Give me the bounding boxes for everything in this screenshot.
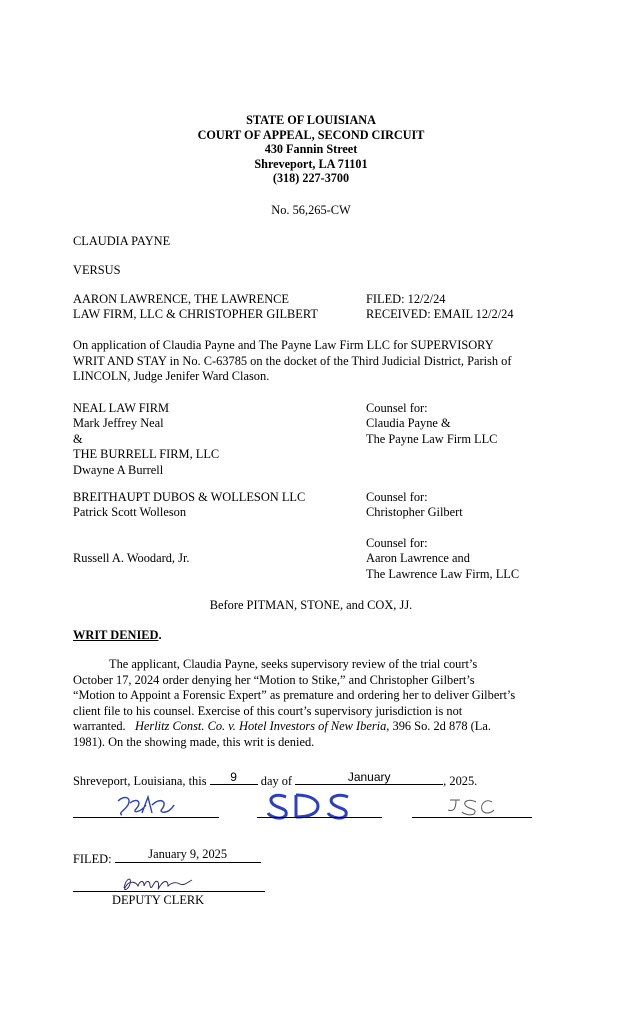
counsel-line: Patrick Scott Wolleson xyxy=(73,505,187,520)
counsel-block-1-right xyxy=(366,401,497,447)
body-line-citation xyxy=(73,719,551,735)
counsel-line: NEAL LAW FIRM xyxy=(73,401,170,415)
counsel-block-3-right xyxy=(366,536,519,582)
counsel-line: & xyxy=(73,431,83,446)
application-paragraph xyxy=(73,338,551,385)
body-line: 1981). On the showing made, this writ is denied. xyxy=(73,734,315,749)
header-court: COURT OF APPEAL, SECOND CIRCUIT xyxy=(197,127,425,142)
application-line: On application of Claudia Payne and The Payne Law Firm LLC for SUPERVISORY xyxy=(73,338,494,352)
signed-prefix: Shreveport, Louisiana, this xyxy=(73,774,207,788)
signed-suffix: , 2025. xyxy=(443,774,478,788)
counsel-line: Counsel for: xyxy=(366,536,428,550)
signature-line-2 xyxy=(257,817,382,818)
signed-day-blank xyxy=(210,771,258,785)
signed-month-blank xyxy=(295,771,443,785)
signed-day: 9 xyxy=(230,769,237,784)
header-city: Shreveport, LA 71101 xyxy=(254,156,368,171)
filed-date-blank xyxy=(115,846,261,863)
counsel-line: Counsel for: xyxy=(366,401,428,415)
filed-footer-date: January 9, 2025 xyxy=(148,846,228,861)
filed-footer xyxy=(73,846,261,868)
deputy-clerk-title: DEPUTY CLERK xyxy=(112,893,205,907)
application-line: LINCOLN, Judge Jenifer Ward Clason. xyxy=(73,369,270,383)
counsel-line: The Lawrence Law Firm, LLC xyxy=(366,566,520,581)
counsel-line: Russell A. Woodard, Jr. xyxy=(73,551,190,565)
counsel-block-3-left xyxy=(73,551,190,567)
counsel-line: Christopher Gilbert xyxy=(366,505,463,520)
ruling-text: WRIT DENIED xyxy=(73,628,159,642)
order-body xyxy=(73,657,551,751)
judge-signature-3 xyxy=(446,796,496,816)
counsel-line: Dwayne A Burrell xyxy=(73,462,164,477)
case-number: No. 56,265-CW xyxy=(271,203,351,217)
signature-line-1 xyxy=(73,817,219,818)
filed-label: FILED: xyxy=(73,852,112,866)
defendants-line-2: LAW FIRM, LLC & CHRISTOPHER GILBERT xyxy=(73,307,318,321)
body-line: “Motion to Appoint a Forensic Expert” as premature and ordering her to deliver Gilbert’s xyxy=(73,688,516,703)
counsel-block-1-left xyxy=(73,401,219,478)
body-line: The applicant, Claudia Payne, seeks supervisory review of the trial court’s xyxy=(109,657,478,671)
signature-line-3 xyxy=(412,817,532,818)
versus-label: VERSUS xyxy=(73,263,121,277)
body-text: , 396 So. 2d 878 (La. xyxy=(386,719,491,734)
clerk-signature-line xyxy=(73,891,265,892)
counsel-line: Counsel for: xyxy=(366,490,428,504)
header-state: STATE OF LOUISIANA xyxy=(246,113,376,127)
signed-date-line xyxy=(73,771,477,790)
plaintiff-name: CLAUDIA PAYNE xyxy=(73,234,171,248)
body-line: October 17, 2024 order denying her “Motion to Stike,” and Christopher Gilbert’s xyxy=(73,672,475,687)
body-text: warranted. xyxy=(73,719,135,734)
counsel-line: BREITHAUPT DUBOS & WOLLESON LLC xyxy=(73,490,306,504)
counsel-line: Claudia Payne & xyxy=(366,416,451,431)
counsel-block-2-right xyxy=(366,490,463,521)
counsel-line: Aaron Lawrence and xyxy=(366,551,470,566)
filed-date: FILED: 12/2/24 xyxy=(366,292,446,306)
received-date: RECEIVED: EMAIL 12/2/24 xyxy=(366,307,514,321)
counsel-line: Mark Jeffrey Neal xyxy=(73,416,164,431)
counsel-line: THE BURRELL FIRM, LLC xyxy=(73,447,220,462)
defendants-line-1: AARON LAWRENCE, THE LAWRENCE xyxy=(73,292,289,306)
signed-month: January xyxy=(347,769,391,784)
court-header xyxy=(0,113,622,186)
counsel-block-2-left xyxy=(73,490,305,521)
case-citation: Herlitz Const. Co. v. Hotel Investors of New Iberia xyxy=(134,719,387,734)
judge-signature-1 xyxy=(112,793,182,819)
panel-judges: Before PITMAN, STONE, and COX, JJ. xyxy=(209,598,413,612)
ruling-period: . xyxy=(158,628,162,642)
header-street: 430 Fannin Street xyxy=(264,142,358,157)
body-line: client file to his counsel. Exercise of this court’s supervisory jurisdiction is not xyxy=(73,703,463,718)
header-phone: (318) 227-3700 xyxy=(272,171,350,186)
signed-mid: day of xyxy=(260,774,293,788)
counsel-line: The Payne Law Firm LLC xyxy=(366,431,498,446)
application-line: WRIT AND STAY in No. C-63785 on the docket of the Third Judicial District, Parish of xyxy=(73,353,512,368)
ruling-heading xyxy=(73,628,162,644)
